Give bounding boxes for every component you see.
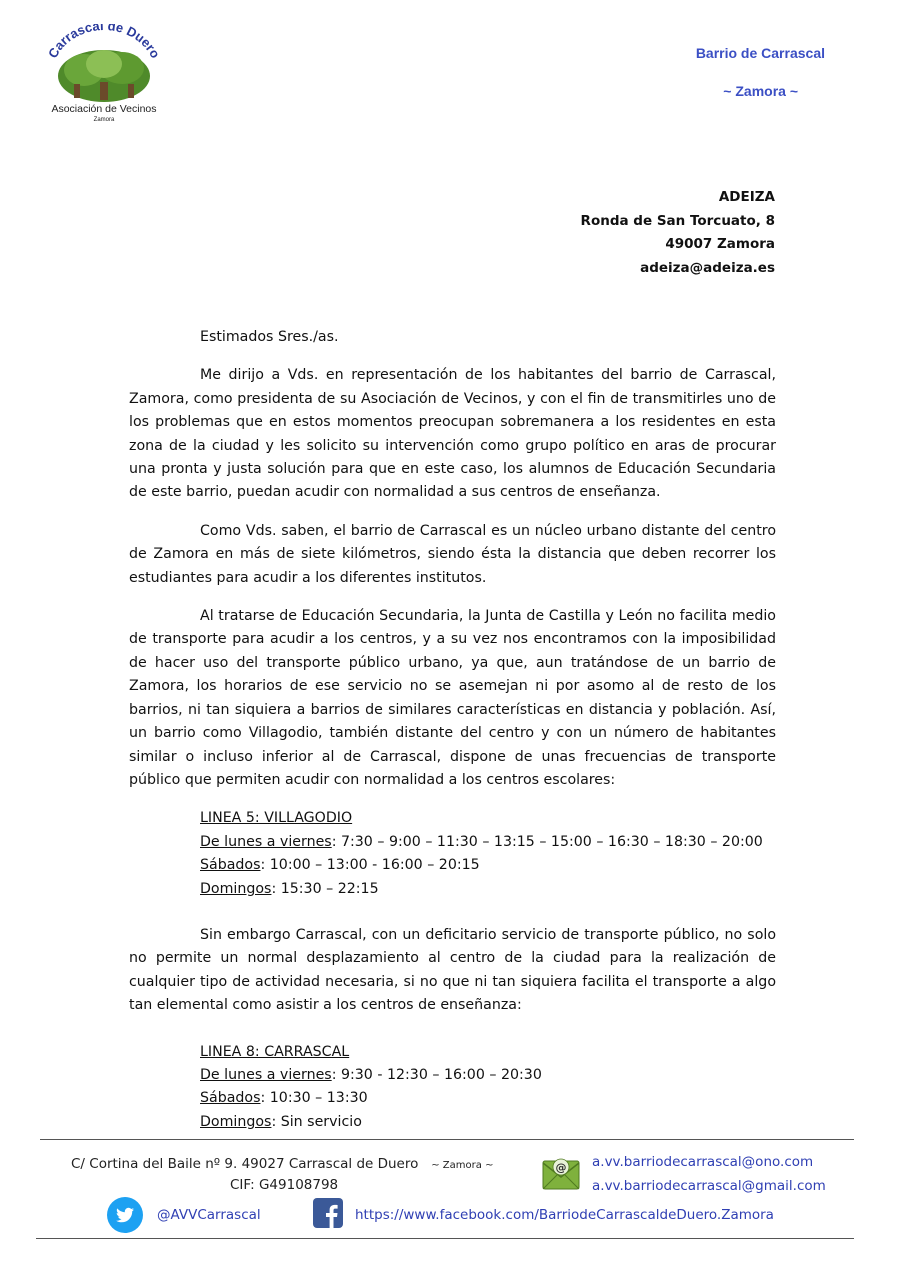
schedule-title: LINEA 5: VILLAGODIO (200, 810, 353, 827)
paragraph-2: Como Vds. saben, el barrio de Carrascal es un núcleo urbano distante del centro de Zamora en más de siete kilómetros, siendo ésta la distancia que deben recorrer los estudiantes para acudir a los diferentes institutos. (129, 522, 776, 586)
logo-sub-text: Zamora (93, 117, 115, 123)
footer-address-city: ~ Zamora ~ (431, 1160, 494, 1171)
schedule-saturday-times: : 10:30 – 13:30 (260, 1090, 368, 1107)
association-logo (44, 24, 164, 124)
schedule-saturday-label: Sábados (200, 1090, 261, 1107)
schedule-weekday-label: De lunes a viernes (200, 1066, 332, 1083)
schedule-saturday-times: : 10:00 – 13:00 - 16:00 – 20:15 (260, 857, 480, 874)
footer-divider-bottom (36, 1238, 854, 1239)
footer-address (71, 1156, 493, 1172)
footer-divider-top (40, 1139, 854, 1140)
footer-cif: CIF: G49108798 (230, 1177, 339, 1193)
paragraph-3: Al tratarse de Educación Secundaria, la Junta de Castilla y León no facilita medio de transporte para acudir a los centros, y a su vez nos encontramos con la imposibilidad de hacer uso del transporte público urbano, ya que, aun tratándose de un barrio de Zamora, los horarios de ese servicio no se asemejan ni por asomo al de resto de los barrios, ni tan siquiera a barrios de similares características en distancia y población. Así, un barrio como Villagodio, también distante del centro y con un número de habitantes similar o incluso inferior al de Carrascal, dispone de unas frecuencias de transporte público que permiten acudir con normalidad a los centros escolares: (129, 608, 776, 788)
schedule-carrascal (200, 1041, 776, 1135)
schedule-saturday-label: Sábados (200, 857, 261, 874)
schedule-sunday-label: Domingos (200, 880, 272, 897)
schedule-sunday-times: : 15:30 – 22:15 (271, 880, 379, 897)
letter-body (129, 326, 776, 1134)
schedule-weekday-times: : 7:30 – 9:00 – 11:30 – 13:15 – 15:00 – 16:30 – 18:30 – 20:00 (331, 833, 763, 850)
recipient-city: 49007 Zamora (665, 236, 775, 252)
schedule-villagodio (200, 807, 776, 901)
facebook-icon[interactable] (313, 1198, 343, 1228)
logo-main-text: Asociación de Vecinos (51, 103, 157, 115)
recipient-block (581, 186, 775, 280)
footer-address-line: C/ Cortina del Baile nº 9. 49027 Carrascal de Duero (71, 1156, 419, 1172)
schedule-weekday-label: De lunes a viernes (200, 833, 332, 850)
logo-arc-text: Carrascal de Duero (44, 24, 164, 61)
footer-email-gmail[interactable]: a.vv.barriodecarrascal@gmail.com (592, 1178, 826, 1194)
facebook-link[interactable]: https://www.facebook.com/BarriodeCarrascaldeDuero.Zamora (355, 1207, 774, 1223)
svg-text:@: @ (555, 1161, 567, 1174)
org-city: ~ Zamora ~ (723, 83, 798, 99)
schedule-weekday-times: : 9:30 - 12:30 – 16:00 – 20:30 (331, 1066, 542, 1083)
recipient-email: adeiza@adeiza.es (640, 259, 775, 276)
schedule-title: LINEA 8: CARRASCAL (200, 1043, 350, 1060)
recipient-street: Ronda de San Torcuato, 8 (580, 212, 775, 229)
paragraph-4: Sin embargo Carrascal, con un deficitario servicio de transporte público, no solo no permite un normal desplazamiento al centro de la ciudad para la realización de cualquier tipo de actividad necesaria, si no que ni tan siquiera facilita el transporte a algo tan elemental como asistir a los centros de enseñanza: (129, 926, 776, 1014)
paragraph-1: Me dirijo a Vds. en representación de los habitantes del barrio de Carrascal, Zamora, como presidenta de su Asociación de Vecinos, y con el fin de transmitirles uno de los problemas que en estos momentos preocupan sobremanera a los residentes en esta zona de la ciudad y les solicito su intervención como grupo político en aras de procurar una pronta y justa solución para que en este caso, los alumnos de Educación Secundaria de este barrio, puedan acudir con normalidad a sus centros de enseñanza. (129, 367, 776, 501)
footer-email-ono[interactable]: a.vv.barriodecarrascal@ono.com (592, 1154, 814, 1170)
twitter-handle-link[interactable]: @AVVCarrascal (157, 1207, 261, 1223)
email-icon (542, 1155, 580, 1191)
org-name: Barrio de Carrascal (695, 45, 825, 61)
schedule-sunday-label: Domingos (200, 1113, 272, 1130)
recipient-name: ADEIZA (718, 189, 775, 205)
greeting: Estimados Sres./as. (200, 329, 339, 345)
twitter-icon[interactable] (107, 1197, 143, 1233)
schedule-sunday-times: : Sin servicio (271, 1113, 362, 1130)
